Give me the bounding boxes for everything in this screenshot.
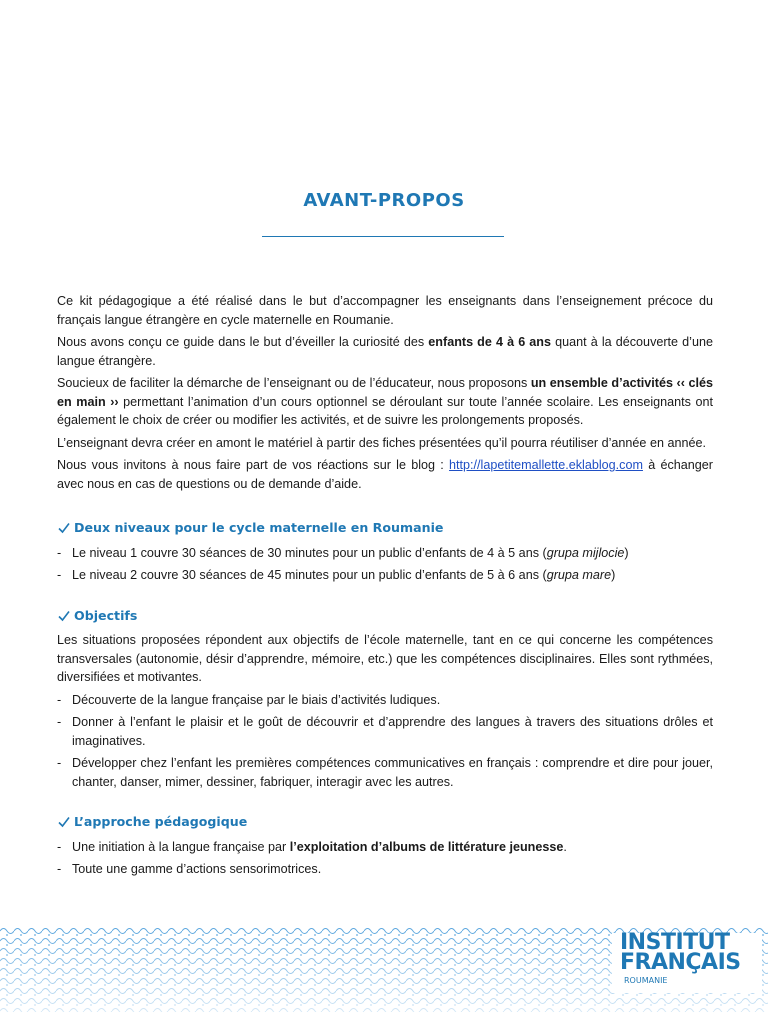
checkmark-icon: [57, 522, 71, 534]
section-title-niveaux: Deux niveaux pour le cycle maternelle en Roumanie: [57, 519, 713, 538]
list-item: - Une initiation à la langue française par l’exploitation d’albums de littérature jeunesse.: [57, 839, 567, 854]
institut-francais-logo: INSTITUT FRANÇAIS ROUMANIE: [612, 933, 762, 993]
list-item: - Donner à l’enfant le plaisir et le goût de découvrir et d’apprendre des langues à travers des situations drôles et imaginatives.: [57, 715, 713, 748]
blog-link[interactable]: http://lapetitemallette.eklablog.com: [449, 458, 643, 472]
list-item: - Le niveau 1 couvre 30 séances de 30 minutes pour un public d’enfants de 4 à 5 ans (grupa mijlocie): [57, 545, 629, 560]
page-title: AVANT-PROPOS: [303, 190, 465, 211]
intro-paragraph-4: L’enseignant devra créer en amont le matériel à partir des fiches présentées qu’il pourra réutiliser d’année en année.: [57, 435, 706, 450]
checkmark-icon: [57, 816, 71, 828]
list-item: - Développer chez l’enfant les premières compétences communicatives en français : comprendre et dire pour jouer, chanter, danser, mimer, dessiner, fabriquer, interagir avec les autres.: [57, 756, 713, 789]
intro-paragraph-1: Ce kit pédagogique a été réalisé dans le but d’accompagner les enseignants dans l’enseignement précoce du français langue étrangère en cycle maternelle en Roumanie.: [57, 294, 713, 327]
intro-paragraph-5: Nous vous invitons à nous faire part de vos réactions sur le blog : http://lapetitemallette.eklablog.com à échanger avec nous en cas de questions ou de demande d’aide.: [57, 458, 713, 491]
section-title-objectifs: Objectifs: [57, 607, 713, 626]
section-title-approche: L’approche pédagogique: [57, 813, 713, 832]
checkmark-icon: [57, 610, 71, 622]
list-item: - Toute une gamme d’actions sensorimotrices.: [57, 862, 322, 876]
document-body: [57, 292, 713, 883]
objectifs-intro: Les situations proposées répondent aux objectifs de l’école maternelle, tant en ce qui concerne les compétences transversales (autonomie, désir d’apprendre, mémoire, etc.) que les compétences disciplinaires. Elles sont rythmées, diversifiées et motivantes.: [57, 633, 713, 684]
intro-paragraph-2: Nous avons conçu ce guide dans le but d’éveiller la curiosité des enfants de 4 à 6 ans quant à la découverte d’une langue étrangère.: [57, 335, 713, 368]
intro-paragraph-3: Soucieux de faciliter la démarche de l’enseignant ou de l’éducateur, nous proposons un ensemble d’activités ‹‹ clés en main ›› permettant l’animation d’un cours optionnel se déroulant sur toute l’année scolaire. Les enseignants ont également le choix de créer ou modifier les activités, et de suivre les prolongements proposés.: [57, 376, 713, 427]
list-item: - Découverte de la langue française par le biais d’activités ludiques.: [57, 692, 441, 707]
title-underline: [262, 236, 504, 237]
list-item: - Le niveau 2 couvre 30 séances de 45 minutes pour un public d’enfants de 5 à 6 ans (grupa mare): [57, 568, 616, 582]
